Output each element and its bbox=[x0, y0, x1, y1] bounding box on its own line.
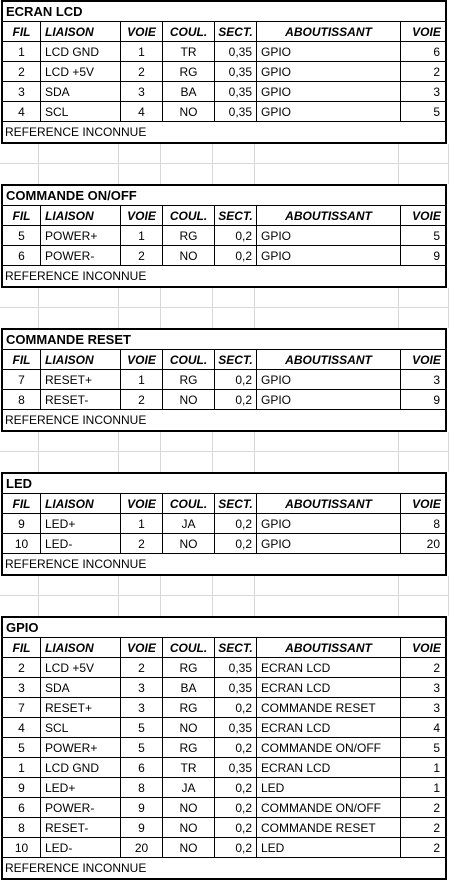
cell-voie2[interactable]: 5 bbox=[433, 105, 440, 119]
cell-voie[interactable]: 2 bbox=[121, 534, 163, 554]
cell-coul[interactable]: RG bbox=[163, 698, 215, 718]
header-fil[interactable]: FIL bbox=[3, 206, 41, 226]
cell-aboutissant[interactable]: COMMANDE ON/OFF bbox=[257, 738, 401, 758]
header-row bbox=[3, 638, 445, 658]
gridline bbox=[118, 144, 119, 184]
cell-voie2[interactable]: 1 bbox=[433, 761, 440, 775]
cell-fil[interactable]: 3 bbox=[3, 678, 41, 698]
header-fil[interactable]: FIL bbox=[3, 638, 41, 658]
cell-coul[interactable]: NO bbox=[163, 718, 215, 738]
cell-voie[interactable]: 1 bbox=[121, 370, 163, 390]
cell-liaison[interactable]: SDA bbox=[41, 82, 121, 102]
cell-sect[interactable]: 0,2 bbox=[215, 370, 257, 390]
table-row bbox=[3, 778, 445, 798]
cell-coul[interactable]: JA bbox=[163, 778, 215, 798]
cell-aboutissant[interactable]: ECRAN LCD bbox=[257, 718, 401, 738]
cell-coul[interactable]: NO bbox=[163, 838, 215, 858]
section-grid bbox=[3, 638, 445, 858]
cell-aboutissant[interactable]: COMMANDE RESET bbox=[257, 818, 401, 838]
cell-voie2[interactable]: 2 bbox=[433, 65, 440, 79]
gridline bbox=[160, 288, 161, 328]
cell-fil[interactable]: 8 bbox=[3, 390, 41, 410]
table-row bbox=[3, 718, 445, 738]
header-liaison[interactable]: LIAISON bbox=[41, 206, 121, 226]
gridline bbox=[0, 307, 449, 308]
cell-fil[interactable]: 7 bbox=[3, 370, 41, 390]
cell-aboutissant[interactable]: GPIO bbox=[257, 102, 401, 122]
reference-note[interactable]: REFERENCE INCONNUE bbox=[5, 413, 147, 427]
cell-voie2[interactable]: 2 bbox=[433, 841, 440, 855]
cell-voie[interactable]: 9 bbox=[121, 818, 163, 838]
cell-aboutissant[interactable]: GPIO bbox=[257, 390, 401, 410]
empty-rows bbox=[0, 288, 449, 328]
cell-voie[interactable]: 1 bbox=[121, 226, 163, 246]
cell-fil[interactable]: 10 bbox=[3, 534, 41, 554]
cell-fil[interactable]: 1 bbox=[3, 758, 41, 778]
cell-liaison[interactable]: RESET- bbox=[41, 390, 121, 410]
header-sect[interactable]: SECT. bbox=[215, 638, 257, 658]
empty-rows bbox=[0, 576, 449, 616]
cell-liaison[interactable]: LED- bbox=[41, 838, 121, 858]
cell-coul[interactable]: JA bbox=[163, 514, 215, 534]
cell-voie[interactable]: 1 bbox=[121, 514, 163, 534]
header-coul[interactable]: COUL. bbox=[163, 206, 215, 226]
cell-sect[interactable]: 0,35 bbox=[215, 42, 257, 62]
section-table bbox=[1, 184, 447, 288]
cell-voie2[interactable]: 3 bbox=[433, 701, 440, 715]
cell-sect[interactable]: 0,2 bbox=[215, 514, 257, 534]
header-coul[interactable]: COUL. bbox=[163, 350, 215, 370]
header-fil[interactable]: FIL bbox=[3, 22, 41, 42]
gridline bbox=[398, 432, 399, 472]
cell-voie2[interactable]: 4 bbox=[433, 721, 440, 735]
cell-coul[interactable]: NO bbox=[163, 798, 215, 818]
section-table bbox=[1, 0, 447, 144]
cell-sect[interactable]: 0,35 bbox=[215, 82, 257, 102]
header-liaison[interactable]: LIAISON bbox=[41, 22, 121, 42]
cell-voie[interactable]: 20 bbox=[121, 838, 163, 858]
table-row bbox=[3, 62, 445, 82]
cell-voie2[interactable]: 8 bbox=[433, 517, 440, 531]
table-row bbox=[3, 534, 445, 554]
cell-voie[interactable]: 5 bbox=[121, 738, 163, 758]
cell-fil[interactable]: 4 bbox=[3, 718, 41, 738]
header-sect[interactable]: SECT. bbox=[215, 350, 257, 370]
reference-note[interactable]: REFERENCE INCONNUE bbox=[5, 557, 147, 571]
header-fil[interactable]: FIL bbox=[3, 494, 41, 514]
header-aboutissant[interactable]: ABOUTISSANT bbox=[257, 22, 401, 42]
cell-fil[interactable]: 7 bbox=[3, 698, 41, 718]
table-row bbox=[3, 390, 445, 410]
cell-aboutissant[interactable]: COMMANDE ON/OFF bbox=[257, 798, 401, 818]
cell-voie2[interactable]: 3 bbox=[433, 681, 440, 695]
cell-coul[interactable]: NO bbox=[163, 246, 215, 266]
cell-liaison[interactable]: SDA bbox=[41, 678, 121, 698]
table-row bbox=[3, 82, 445, 102]
table-row bbox=[3, 246, 445, 266]
cell-liaison[interactable]: LED- bbox=[41, 534, 121, 554]
cell-voie2[interactable]: 20 bbox=[426, 537, 440, 551]
cell-liaison[interactable]: POWER+ bbox=[41, 738, 121, 758]
section-table bbox=[1, 328, 447, 432]
header-aboutissant[interactable]: ABOUTISSANT bbox=[257, 206, 401, 226]
cell-voie[interactable]: 3 bbox=[121, 82, 163, 102]
header-coul[interactable]: COUL. bbox=[163, 22, 215, 42]
cell-aboutissant[interactable]: GPIO bbox=[257, 42, 401, 62]
empty-rows bbox=[0, 432, 449, 472]
header-voie2[interactable]: VOIE bbox=[412, 353, 441, 367]
gridline bbox=[212, 576, 213, 616]
table-row bbox=[3, 698, 445, 718]
section-title[interactable]: COMMANDE RESET bbox=[3, 330, 445, 350]
cell-voie[interactable]: 3 bbox=[121, 678, 163, 698]
table-row bbox=[3, 658, 445, 678]
cell-aboutissant[interactable]: GPIO bbox=[257, 246, 401, 266]
table-row bbox=[3, 818, 445, 838]
header-voie2[interactable]: VOIE bbox=[412, 641, 441, 655]
cell-sect[interactable]: 0,35 bbox=[215, 62, 257, 82]
header-row bbox=[3, 22, 445, 42]
gridline bbox=[38, 432, 39, 472]
header-aboutissant[interactable]: ABOUTISSANT bbox=[257, 638, 401, 658]
cell-sect[interactable]: 0,35 bbox=[215, 758, 257, 778]
gridline bbox=[398, 576, 399, 616]
reference-note[interactable]: REFERENCE INCONNUE bbox=[5, 269, 147, 283]
cell-fil[interactable]: 5 bbox=[3, 226, 41, 246]
gridline bbox=[160, 432, 161, 472]
gridline bbox=[398, 144, 399, 184]
header-row bbox=[3, 206, 445, 226]
cell-coul[interactable]: NO bbox=[163, 390, 215, 410]
section-grid bbox=[3, 206, 445, 266]
header-voie[interactable]: VOIE bbox=[121, 206, 163, 226]
table-row bbox=[3, 102, 445, 122]
cell-fil[interactable]: 2 bbox=[3, 658, 41, 678]
cell-voie2[interactable]: 1 bbox=[433, 781, 440, 795]
cell-fil[interactable]: 4 bbox=[3, 102, 41, 122]
cell-coul[interactable]: BA bbox=[163, 82, 215, 102]
gridline bbox=[212, 288, 213, 328]
cell-liaison[interactable]: RESET+ bbox=[41, 370, 121, 390]
cell-aboutissant[interactable]: GPIO bbox=[257, 82, 401, 102]
header-liaison[interactable]: LIAISON bbox=[41, 494, 121, 514]
cell-sect[interactable]: 0,2 bbox=[215, 738, 257, 758]
gridline bbox=[254, 432, 255, 472]
cell-liaison[interactable]: LCD GND bbox=[41, 42, 121, 62]
gridline bbox=[118, 432, 119, 472]
cell-voie[interactable]: 1 bbox=[121, 42, 163, 62]
section-grid bbox=[3, 350, 445, 410]
cell-voie[interactable]: 4 bbox=[121, 102, 163, 122]
cell-sect[interactable]: 0,35 bbox=[215, 718, 257, 738]
cell-liaison[interactable]: RESET+ bbox=[41, 698, 121, 718]
cell-sect[interactable]: 0,2 bbox=[215, 698, 257, 718]
header-aboutissant[interactable]: ABOUTISSANT bbox=[257, 494, 401, 514]
reference-note[interactable]: REFERENCE INCONNUE bbox=[5, 125, 147, 139]
cell-fil[interactable]: 5 bbox=[3, 738, 41, 758]
cell-coul[interactable]: NO bbox=[163, 818, 215, 838]
cell-liaison[interactable]: POWER- bbox=[41, 246, 121, 266]
cell-aboutissant[interactable]: LED bbox=[257, 778, 401, 798]
header-liaison[interactable]: LIAISON bbox=[41, 638, 121, 658]
cell-aboutissant[interactable]: GPIO bbox=[257, 370, 401, 390]
cell-aboutissant[interactable]: GPIO bbox=[257, 226, 401, 246]
cell-voie[interactable]: 5 bbox=[121, 718, 163, 738]
cell-liaison[interactable]: POWER- bbox=[41, 798, 121, 818]
cell-voie[interactable]: 6 bbox=[121, 758, 163, 778]
cell-voie[interactable]: 9 bbox=[121, 798, 163, 818]
gridline bbox=[254, 288, 255, 328]
header-liaison[interactable]: LIAISON bbox=[41, 350, 121, 370]
cell-aboutissant[interactable]: COMMANDE RESET bbox=[257, 698, 401, 718]
header-coul[interactable]: COUL. bbox=[163, 494, 215, 514]
section-table bbox=[1, 472, 447, 576]
table-row bbox=[3, 758, 445, 778]
cell-sect[interactable]: 0,35 bbox=[215, 658, 257, 678]
gridline bbox=[118, 288, 119, 328]
cell-aboutissant[interactable]: ECRAN LCD bbox=[257, 758, 401, 778]
cell-coul[interactable]: NO bbox=[163, 102, 215, 122]
cell-voie2[interactable]: 2 bbox=[433, 661, 440, 675]
header-voie2[interactable]: VOIE bbox=[412, 209, 441, 223]
empty-rows bbox=[0, 144, 449, 184]
reference-note[interactable]: REFERENCE INCONNUE bbox=[5, 861, 147, 875]
cell-fil[interactable]: 10 bbox=[3, 838, 41, 858]
header-voie[interactable]: VOIE bbox=[121, 638, 163, 658]
cell-voie[interactable]: 2 bbox=[121, 390, 163, 410]
table-row bbox=[3, 370, 445, 390]
gridline bbox=[160, 144, 161, 184]
header-voie[interactable]: VOIE bbox=[121, 22, 163, 42]
cell-aboutissant[interactable]: GPIO bbox=[257, 514, 401, 534]
cell-sect[interactable]: 0,2 bbox=[215, 390, 257, 410]
cell-sect[interactable]: 0,2 bbox=[215, 778, 257, 798]
cell-coul[interactable]: TR bbox=[163, 42, 215, 62]
cell-sect[interactable]: 0,2 bbox=[215, 838, 257, 858]
cell-liaison[interactable]: LCD +5V bbox=[41, 62, 121, 82]
cell-voie[interactable]: 8 bbox=[121, 778, 163, 798]
gridline bbox=[398, 288, 399, 328]
cell-fil[interactable]: 3 bbox=[3, 82, 41, 102]
header-sect[interactable]: SECT. bbox=[215, 22, 257, 42]
table-row bbox=[3, 838, 445, 858]
gridline bbox=[38, 144, 39, 184]
cell-fil[interactable]: 2 bbox=[3, 62, 41, 82]
cell-voie2[interactable]: 5 bbox=[433, 741, 440, 755]
cell-voie[interactable]: 2 bbox=[121, 246, 163, 266]
cell-aboutissant[interactable]: ECRAN LCD bbox=[257, 658, 401, 678]
gridline bbox=[0, 595, 449, 596]
cell-voie[interactable]: 3 bbox=[121, 698, 163, 718]
cell-liaison[interactable]: POWER+ bbox=[41, 226, 121, 246]
gridline bbox=[212, 432, 213, 472]
cell-coul[interactable]: RG bbox=[163, 370, 215, 390]
cell-voie[interactable]: 2 bbox=[121, 658, 163, 678]
cell-fil[interactable]: 6 bbox=[3, 798, 41, 818]
cell-voie2[interactable]: 6 bbox=[433, 45, 440, 59]
cell-sect[interactable]: 0,2 bbox=[215, 226, 257, 246]
table-row bbox=[3, 738, 445, 758]
gridline bbox=[0, 163, 449, 164]
cell-voie2[interactable]: 5 bbox=[433, 229, 440, 243]
gridline bbox=[0, 451, 449, 452]
gridline bbox=[118, 576, 119, 616]
cell-voie2[interactable]: 9 bbox=[433, 249, 440, 263]
cell-fil[interactable]: 6 bbox=[3, 246, 41, 266]
cell-voie2[interactable]: 2 bbox=[433, 801, 440, 815]
cell-voie2[interactable]: 3 bbox=[433, 85, 440, 99]
cell-coul[interactable]: NO bbox=[163, 534, 215, 554]
cell-liaison[interactable]: SCL bbox=[41, 102, 121, 122]
header-voie2[interactable]: VOIE bbox=[412, 25, 441, 39]
cell-sect[interactable]: 0,2 bbox=[215, 798, 257, 818]
cell-fil[interactable]: 8 bbox=[3, 818, 41, 838]
section-title[interactable]: ECRAN LCD bbox=[3, 2, 445, 22]
cell-sect[interactable]: 0,2 bbox=[215, 534, 257, 554]
gridline bbox=[254, 144, 255, 184]
cell-liaison[interactable]: RESET- bbox=[41, 818, 121, 838]
header-sect[interactable]: SECT. bbox=[215, 494, 257, 514]
table-row bbox=[3, 42, 445, 62]
header-row bbox=[3, 350, 445, 370]
gridline bbox=[160, 576, 161, 616]
gridline bbox=[38, 288, 39, 328]
cell-aboutissant[interactable]: ECRAN LCD bbox=[257, 678, 401, 698]
cell-sect[interactable]: 0,2 bbox=[215, 246, 257, 266]
section-title[interactable]: GPIO bbox=[3, 618, 445, 638]
table-row bbox=[3, 226, 445, 246]
gridline bbox=[254, 576, 255, 616]
table-row bbox=[3, 514, 445, 534]
cell-coul[interactable]: RG bbox=[163, 62, 215, 82]
cell-coul[interactable]: RG bbox=[163, 226, 215, 246]
section-grid bbox=[3, 494, 445, 554]
cell-coul[interactable]: RG bbox=[163, 658, 215, 678]
header-voie[interactable]: VOIE bbox=[121, 494, 163, 514]
header-sect[interactable]: SECT. bbox=[215, 206, 257, 226]
cell-fil[interactable]: 9 bbox=[3, 778, 41, 798]
cell-fil[interactable]: 1 bbox=[3, 42, 41, 62]
table-row bbox=[3, 798, 445, 818]
cell-fil[interactable]: 9 bbox=[3, 514, 41, 534]
cell-sect[interactable]: 0,35 bbox=[215, 102, 257, 122]
header-coul[interactable]: COUL. bbox=[163, 638, 215, 658]
section-title[interactable]: COMMANDE ON/OFF bbox=[3, 186, 445, 206]
cell-sect[interactable]: 0,35 bbox=[215, 678, 257, 698]
cell-voie[interactable]: 2 bbox=[121, 62, 163, 82]
cell-liaison[interactable]: LCD +5V bbox=[41, 658, 121, 678]
cell-aboutissant[interactable]: GPIO bbox=[257, 62, 401, 82]
cell-coul[interactable]: TR bbox=[163, 758, 215, 778]
gridline bbox=[212, 144, 213, 184]
cell-voie2[interactable]: 3 bbox=[433, 373, 440, 387]
cell-voie2[interactable]: 2 bbox=[433, 821, 440, 835]
section-table bbox=[1, 616, 447, 880]
cell-voie2[interactable]: 9 bbox=[433, 393, 440, 407]
cell-liaison[interactable]: SCL bbox=[41, 718, 121, 738]
header-aboutissant[interactable]: ABOUTISSANT bbox=[257, 350, 401, 370]
cell-liaison[interactable]: LCD GND bbox=[41, 758, 121, 778]
section-title[interactable]: LED bbox=[3, 474, 445, 494]
cell-sect[interactable]: 0,2 bbox=[215, 818, 257, 838]
header-fil[interactable]: FIL bbox=[3, 350, 41, 370]
cell-coul[interactable]: BA bbox=[163, 678, 215, 698]
header-voie[interactable]: VOIE bbox=[121, 350, 163, 370]
cell-aboutissant[interactable]: LED bbox=[257, 838, 401, 858]
cell-aboutissant[interactable]: GPIO bbox=[257, 534, 401, 554]
header-row bbox=[3, 494, 445, 514]
gridline bbox=[38, 576, 39, 616]
section-grid bbox=[3, 22, 445, 122]
cell-liaison[interactable]: LED+ bbox=[41, 514, 121, 534]
cell-coul[interactable]: RG bbox=[163, 738, 215, 758]
cell-liaison[interactable]: LED+ bbox=[41, 778, 121, 798]
header-voie2[interactable]: VOIE bbox=[412, 497, 441, 511]
table-row bbox=[3, 678, 445, 698]
